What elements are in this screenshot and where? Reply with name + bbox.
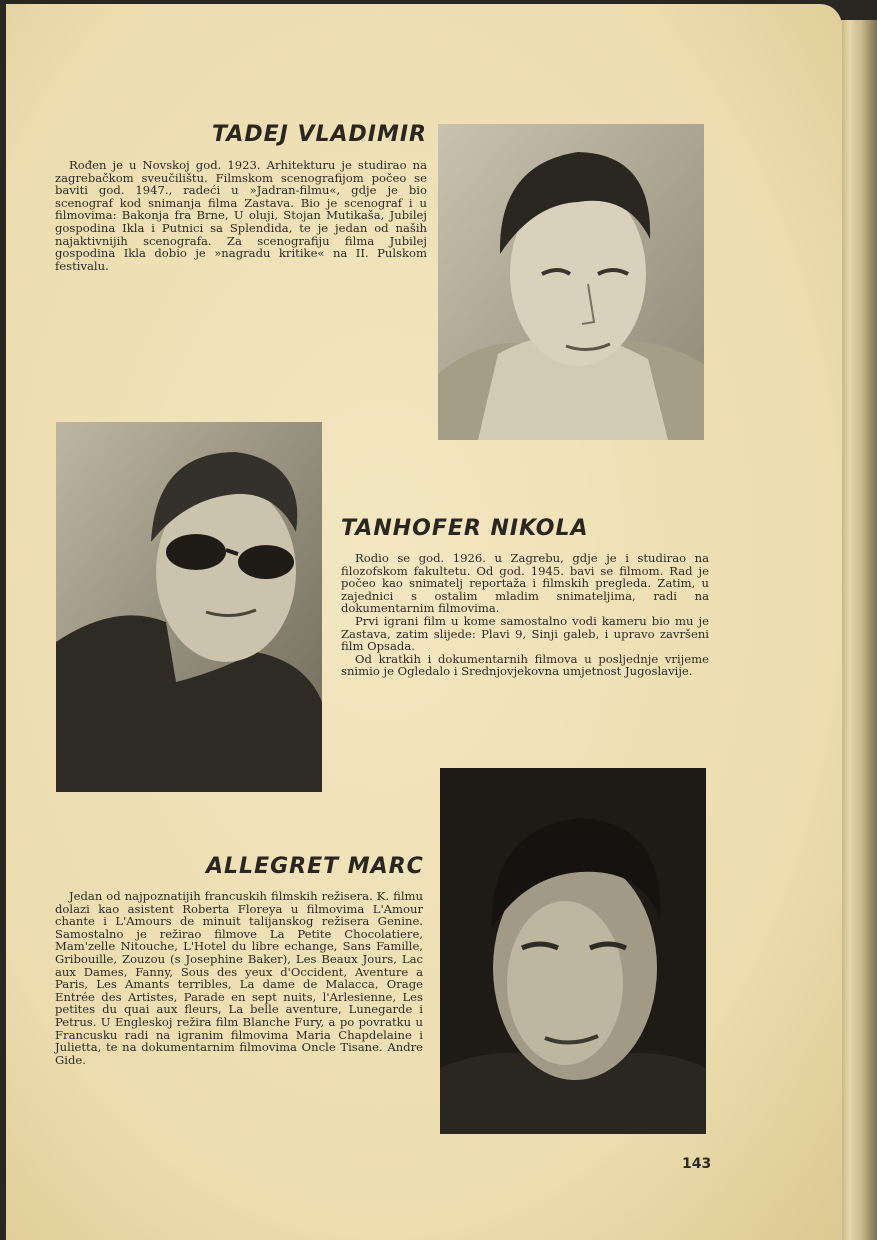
entry-heading: TANHOFER NIKOLA xyxy=(341,516,589,541)
portrait-photo xyxy=(440,768,706,1134)
bio-paragraph: Jedan od najpoznatijih francuskih filmskih režisera. K. filmu dolazi kao asistent Roberta Floreya u filmovima L'Amour chante i L'Amours de minuit talijanskog režisera Genine. Samostalno je režirao filmove La Petite Chocolatiere, Mam'zelle Nitouche, L'Hotel du libre echange, Sans Famille, Gribouille, Zouzou (s Josephine Baker), Les Beaux Jours, Lac aux Dames, Fanny, Sous des yeux d'Occident, Aventure a Paris, Les Amants terribles, La dame de Malacca, Orage Entrée des Artistes, Parade en sept nuits, l'Arlesienne, Les petites du quai aux fleurs, La belle aventure, Lunegarde i Petrus. U Engleskoj režira film Blanche Fury, a po povratku u Francusku radi na igranim filmovima Maria Chapdelaine i Julietta, te na dokumentarnim filmovima Oncle Tisane. Andre Gide. xyxy=(55,889,423,1067)
entry-bio xyxy=(55,890,423,1066)
entry-bio xyxy=(341,552,709,678)
portrait-photo xyxy=(56,422,322,792)
book-gutter xyxy=(838,20,877,1240)
bio-paragraph: Rođen je u Novskoj god. 1923. Arhitekturu je studirao na zagrebačkom sveučilištu. Filmskom scenografijom počeo se baviti god. 1947., radeći u »Jadran-filmu«, gdje je bio scenograf kod snimanja filma Zastava. Bio je scenograf i u filmovima: Bakonja fra Brne, U oluji, Stojan Mutikaša, Jubilej gospodina Ikla i Putnici sa Splendida, te je jedan od naših najaktivnijih scenografa. Za scenografiju filma Jubilej gospodina Ikla dobio je »nagradu kritike« na II. Pulskom festivalu. xyxy=(55,158,427,273)
page-number: 143 xyxy=(682,1156,712,1172)
portrait-photo xyxy=(438,124,704,440)
bio-paragraph: Rodio se god. 1926. u Zagrebu, gdje je i studirao na filozofskom fakultetu. Od god. 1945. bavi se filmom. Rad je počeo kao snimatelj reportaža i filmskih pregleda. Zatim, u zajednici s ostalim mladim snimateljima, radi na dokumentarnim filmovima. xyxy=(341,551,709,616)
entry-heading: TADEJ VLADIMIR xyxy=(212,122,427,147)
entry-bio xyxy=(55,159,427,272)
entry-heading: ALLEGRET MARC xyxy=(206,854,424,879)
bio-paragraph: Prvi igrani film u kome samostalno vodi kameru bio mu je Zastava, zatim slijede: Plavi 9, Sinji galeb, i upravo završeni film Opsada. xyxy=(341,613,709,654)
book-page xyxy=(6,4,842,1240)
bio-paragraph: Od kratkih i dokumentarnih filmova u posljednje vrijeme snimio je Ogledalo i Srednjovjekovna umjetnost Jugoslavije. xyxy=(341,651,709,679)
